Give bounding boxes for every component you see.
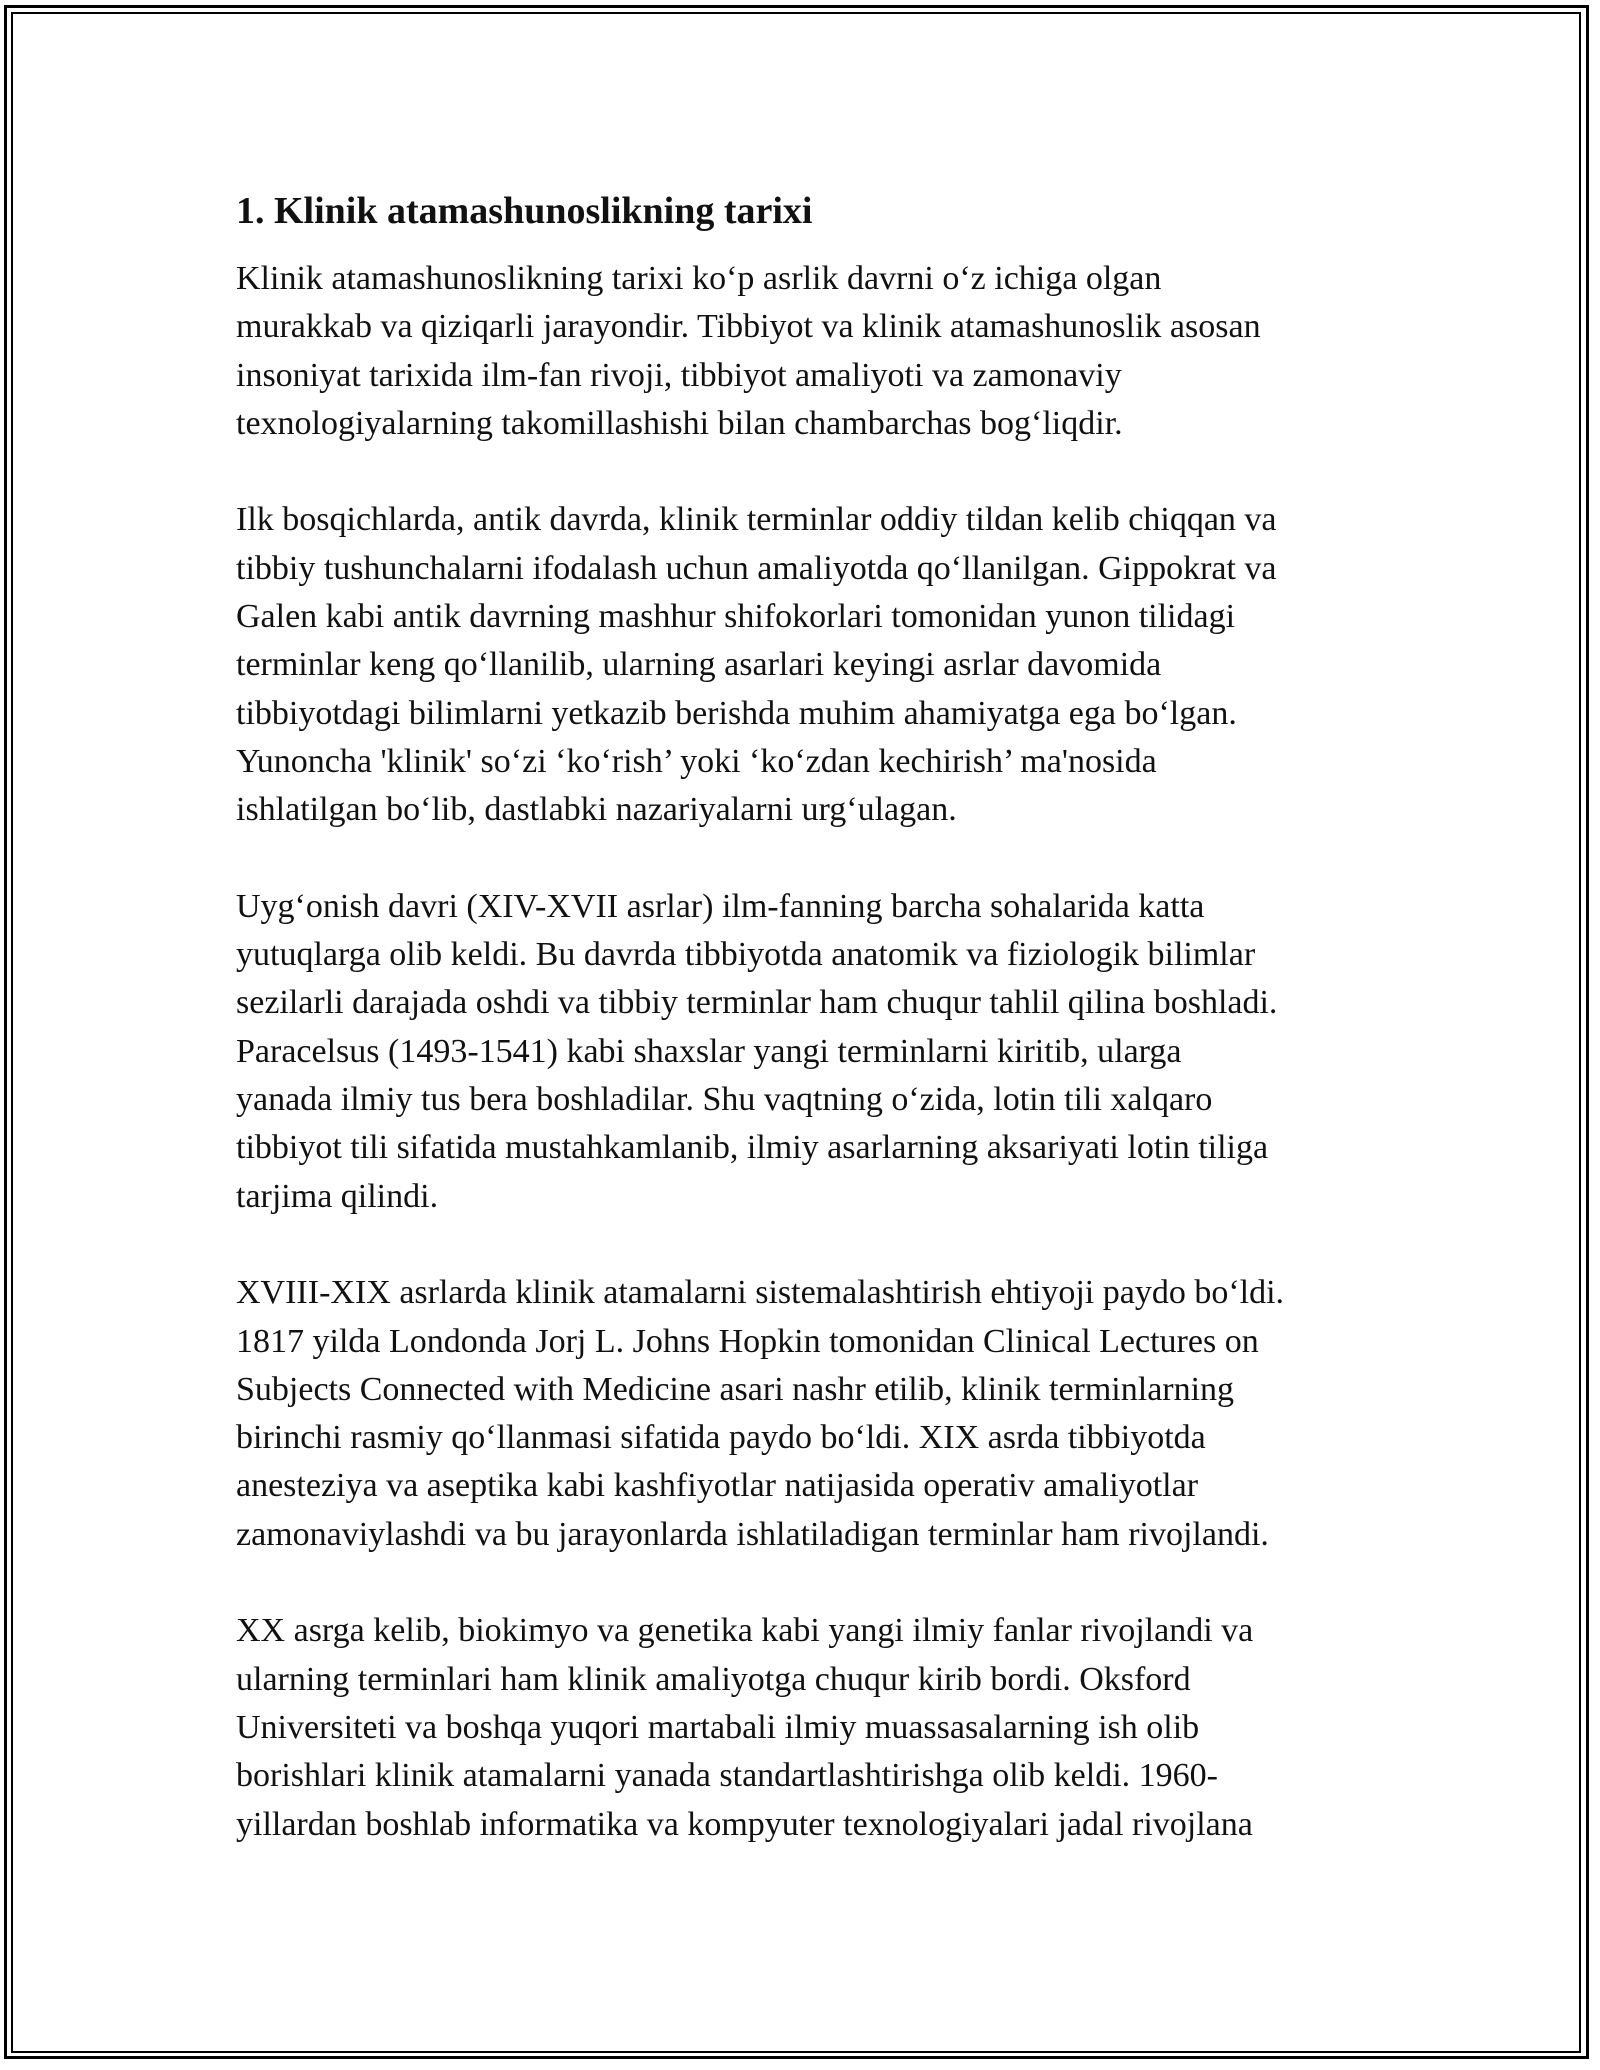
- text-line: XX asrga kelib, biokimyo va genetika kabi yangi ilmiy fanlar rivojlandi va: [236, 1612, 1254, 1650]
- section-heading: 1. Klinik atamashunoslikning tarixi: [236, 190, 813, 232]
- text-line: Uygʻonish davri (XIV-XVII asrlar) ilm-fanning barcha sohalarida katta: [236, 887, 1205, 925]
- text-line: XVIII-XIX asrlarda klinik atamalarni sistemalashtirish ehtiyoji paydo boʻldi.: [236, 1274, 1285, 1312]
- text-line: birinchi rasmiy qoʻllanmasi sifatida paydo boʻldi. XIX asrda tibbiyotda: [236, 1419, 1206, 1457]
- text-line: 1817 yilda Londonda Jorj L. Johns Hopkin tomonidan Clinical Lectures on: [236, 1322, 1259, 1360]
- text-line: yutuqlarga olib keldi. Bu davrda tibbiyotda anatomik va fiziologik bilimlar: [236, 936, 1256, 974]
- text-line: Ilk bosqichlarda, antik davrda, klinik terminlar oddiy tildan kelib chiqqan va: [236, 501, 1277, 539]
- text-line: sezilarli darajada oshdi va tibbiy terminlar ham chuqur tahlil qilina boshladi.: [236, 984, 1278, 1022]
- paragraph-2: [236, 496, 1386, 834]
- paragraph-4: [236, 1269, 1386, 1559]
- text-line: murakkab va qiziqarli jarayondir. Tibbiyot va klinik atamashunoslik asosan: [236, 308, 1261, 346]
- text-line: ishlatilgan boʻlib, dastlabki nazariyalarni urgʻulagan.: [236, 791, 957, 829]
- text-line: tibbiyot tili sifatida mustahkamlanib, ilmiy asarlarning aksariyati lotin tiliga: [236, 1129, 1269, 1167]
- text-line: Galen kabi antik davrning mashhur shifokorlari tomonidan yunon tilidagi: [236, 598, 1236, 636]
- text-line: texnologiyalarning takomillashishi bilan chambarchas bogʻliqdir.: [236, 404, 1123, 442]
- text-line: yanada ilmiy tus bera boshladilar. Shu vaqtning oʻzida, lotin tili xalqaro: [236, 1081, 1213, 1119]
- text-line: insoniyat tarixida ilm-fan rivoji, tibbiyot amaliyoti va zamonaviy: [236, 356, 1122, 394]
- text-line: tibbiy tushunchalarni ifodalash uchun amaliyotda qoʻllanilgan. Gippokrat va: [236, 549, 1277, 587]
- text-line: Paracelsus (1493-1541) kabi shaxslar yangi terminlarni kiritib, ularga: [236, 1032, 1182, 1070]
- paragraph-1: [236, 255, 1386, 448]
- text-line: Universiteti va boshqa yuqori martabali ilmiy muassasalarning ish olib: [236, 1708, 1200, 1746]
- paragraph-3: [236, 883, 1386, 1221]
- text-line: terminlar keng qoʻllanilib, ularning asarlari keyingi asrlar davomida: [236, 646, 1162, 684]
- text-line: zamonaviylashdi va bu jarayonlarda ishlatiladigan terminlar ham rivojlandi.: [236, 1515, 1269, 1553]
- text-line: yillardan boshlab informatika va kompyuter texnologiyalari jadal rivojlana: [236, 1805, 1253, 1843]
- text-line: Yunoncha 'klinik' soʻzi ‘koʻrish’ yoki ‘koʻzdan kechirish’ ma'nosida: [236, 742, 1157, 780]
- text-line: tibbiyotdagi bilimlarni yetkazib berishda muhim ahamiyatga ega boʻlgan.: [236, 694, 1237, 732]
- text-line: anesteziya va aseptika kabi kashfiyotlar natijasida operativ amaliyotlar: [236, 1467, 1199, 1505]
- text-line: Klinik atamashunoslikning tarixi koʻp asrlik davrni oʻz ichiga olgan: [236, 260, 1162, 297]
- text-line: Subjects Connected with Medicine asari nashr etilib, klinik terminlarning: [236, 1370, 1235, 1408]
- paragraph-5: [236, 1607, 1386, 1848]
- text-line: borishlari klinik atamalarni yanada standartlashtirishga olib keldi. 1960-: [236, 1757, 1218, 1795]
- document-body: [236, 187, 1386, 1897]
- text-line: tarjima qilindi.: [236, 1177, 439, 1215]
- text-line: ularning terminlari ham klinik amaliyotga chuqur kirib bordi. Oksford: [236, 1660, 1191, 1698]
